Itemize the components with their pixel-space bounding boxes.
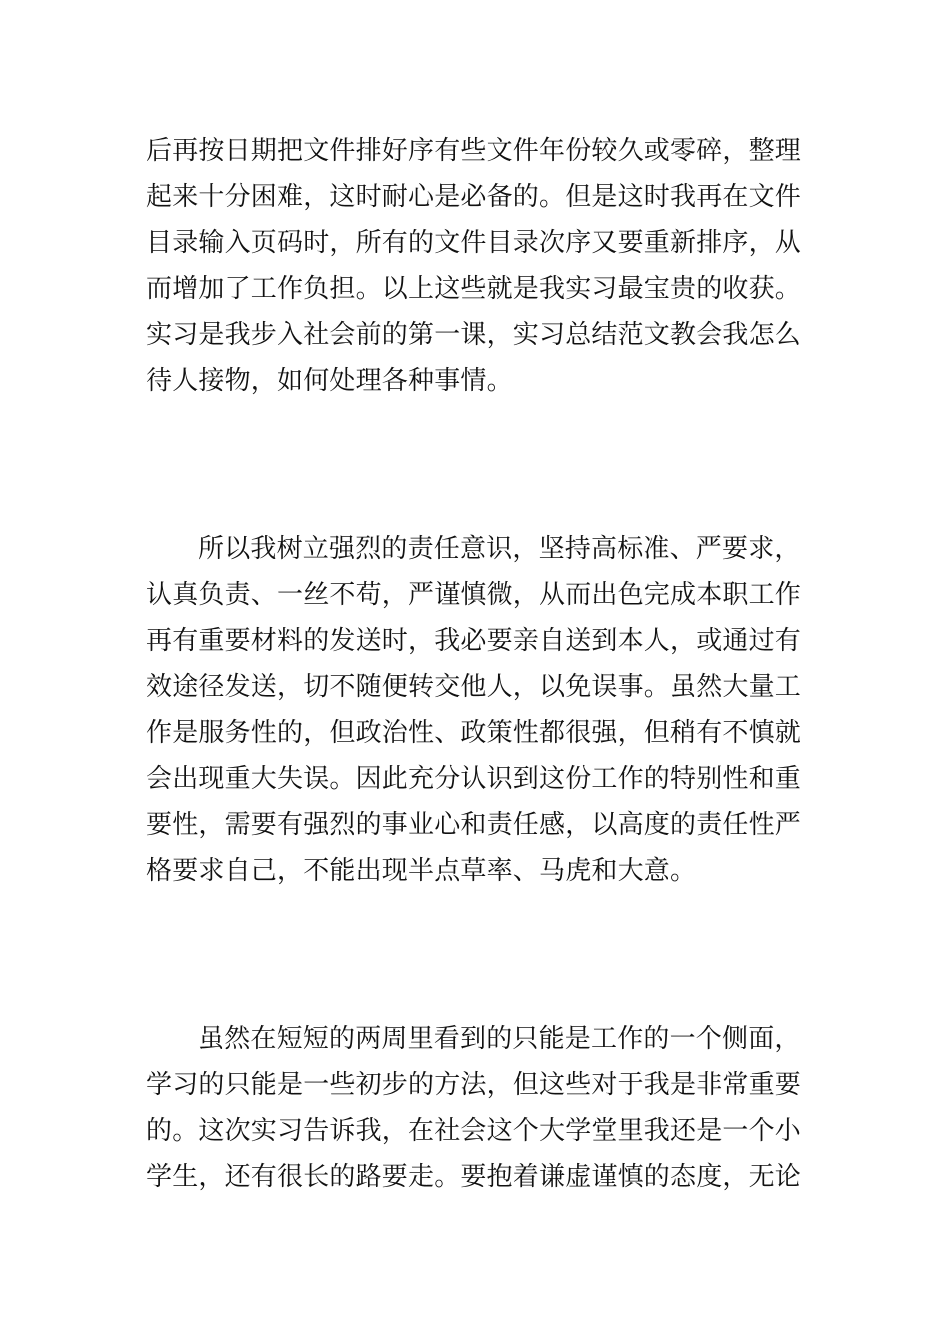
paragraph-1-line-5: 实习是我步入社会前的第一课，实习总结范文教会我怎么	[146, 320, 802, 350]
paragraph-2-line-8: 格要求自己，不能出现半点草率、马虎和大意。	[146, 856, 697, 886]
paragraph-3-line-3: 的。这次实习告诉我，在社会这个大学堂里我还是一个小	[146, 1116, 802, 1146]
paragraph-2-line-4: 效途径发送，切不随便转交他人，以免误事。虽然大量工	[146, 672, 802, 702]
paragraph-3-line-4: 学生，还有很长的路要走。要抱着谦虚谨慎的态度，无论	[146, 1162, 802, 1192]
paragraph-3-line-2: 学习的只能是一些初步的方法，但这些对于我是非常重要	[146, 1070, 802, 1100]
paragraph-2-line-3: 再有重要材料的发送时，我必要亲自送到本人，或通过有	[146, 626, 802, 656]
paragraph-2-line-2: 认真负责、一丝不苟，严谨慎微，从而出色完成本职工作	[146, 580, 802, 610]
paragraph-1-line-4: 而增加了工作负担。以上这些就是我实习最宝贵的收获。	[146, 274, 802, 304]
paragraph-1-line-1: 后再按日期把文件排好序有些文件年份较久或零碎，整理	[146, 136, 802, 166]
paragraph-1-line-6: 待人接物，如何处理各种事情。	[146, 366, 513, 396]
paragraph-1-line-2: 起来十分困难，这时耐心是必备的。但是这时我再在文件	[146, 182, 802, 212]
paragraph-2-line-1: 所以我树立强烈的责任意识，坚持高标准、严要求，	[198, 534, 801, 564]
paragraph-3-line-1: 虽然在短短的两周里看到的只能是工作的一个侧面，	[198, 1024, 801, 1054]
paragraph-2-line-7: 要性，需要有强烈的事业心和责任感，以高度的责任性严	[146, 810, 802, 840]
paragraph-2-line-5: 作是服务性的，但政治性、政策性都很强，但稍有不慎就	[146, 718, 802, 748]
paragraph-1-line-3: 目录输入页码时，所有的文件目录次序又要重新排序，从	[146, 228, 802, 258]
paragraph-2-line-6: 会出现重大失误。因此充分认识到这份工作的特别性和重	[146, 764, 802, 794]
